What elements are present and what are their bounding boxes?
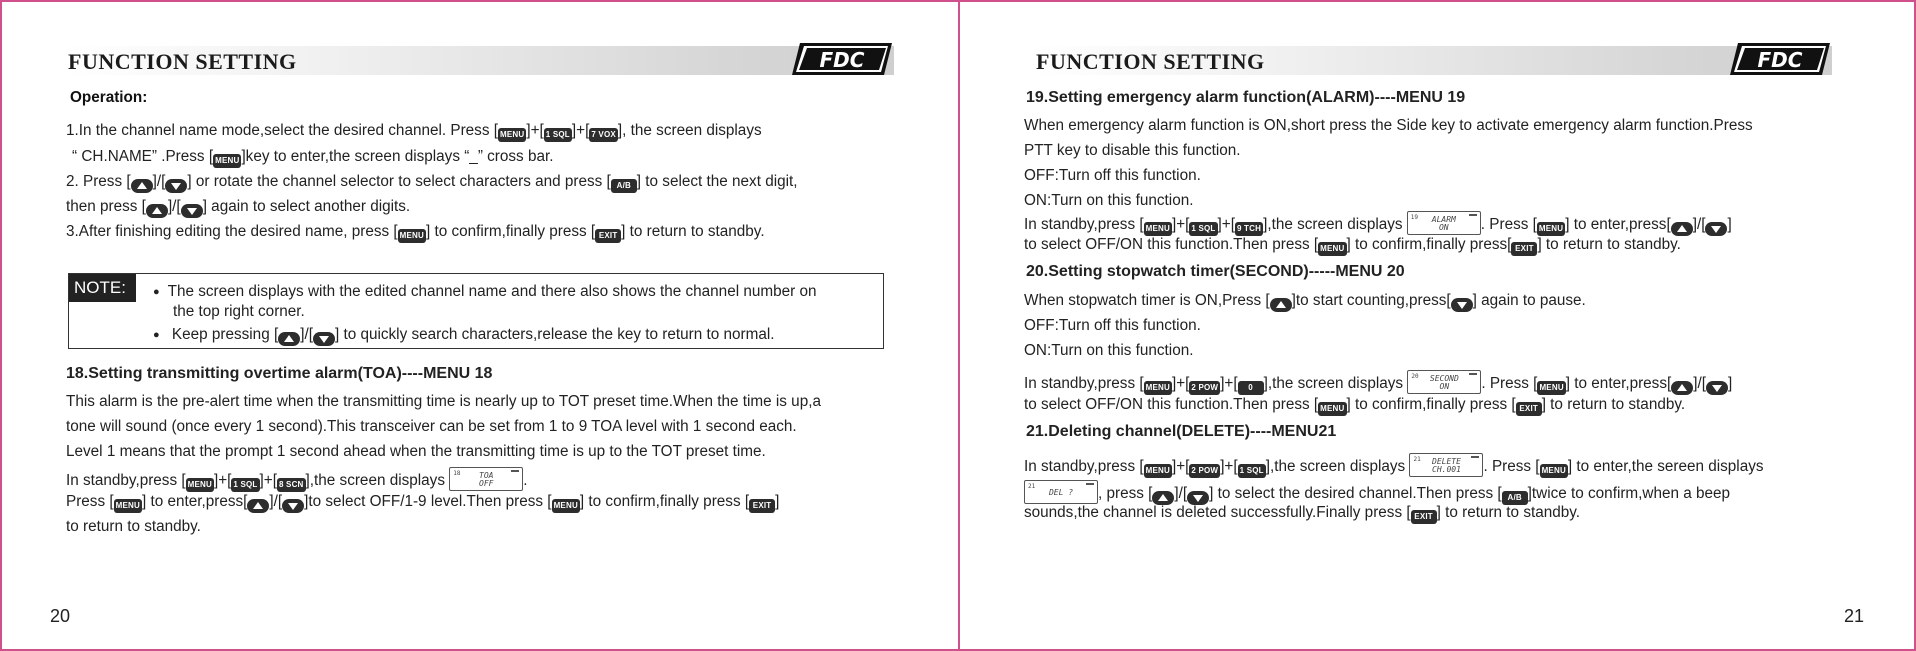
exit-key: EXIT bbox=[749, 499, 775, 513]
lcd-delete: 21 DELETE CH.001 bbox=[1409, 453, 1483, 477]
operation-label: Operation: bbox=[70, 89, 148, 106]
arrow-up-icon bbox=[131, 179, 153, 193]
ab-key: A/B bbox=[1502, 491, 1528, 505]
ab-key: A/B bbox=[611, 179, 637, 193]
operation-line-4: then press [ ]/[ ] again to select another digits. bbox=[66, 197, 410, 218]
menu-key: MENU bbox=[1318, 402, 1346, 416]
menu-key: MENU bbox=[213, 154, 241, 168]
menu-key: MENU bbox=[398, 229, 426, 243]
arrow-down-icon bbox=[313, 332, 335, 346]
menu-key: MENU bbox=[552, 499, 580, 513]
s20-paragraph-1: When stopwatch timer is ON,Press [ ]to start counting,press[ ] again to pause. bbox=[1024, 291, 1586, 312]
key-0: 0 bbox=[1238, 381, 1264, 395]
key-8-scn: 8 SCN bbox=[277, 478, 306, 492]
menu-key: MENU bbox=[1537, 222, 1565, 236]
key-1-sql: 1 SQL bbox=[544, 128, 572, 142]
arrow-up-icon bbox=[1671, 381, 1693, 395]
arrow-down-icon bbox=[165, 179, 187, 193]
operation-line-2: “ CH.NAME” .Press [ MENU ]key to enter,the screen displays “_” cross bar. bbox=[72, 147, 553, 168]
note-box bbox=[68, 273, 884, 349]
s21-paragraph-1: In standby,press [ MENU ]+[ 2 POW ]+[ 1 SQL ],the screen displays 21 DELETE CH.001 . Press [ MENU ] to enter,the sereen displays bbox=[1024, 453, 1764, 478]
s19-paragraph-4: ON:Turn on this function. bbox=[1024, 192, 1194, 209]
lcd-second: 20 SECOND ON bbox=[1407, 370, 1481, 394]
svg-text:FDC: FDC bbox=[819, 48, 865, 72]
arrow-down-icon bbox=[1706, 381, 1728, 395]
s20-paragraph-2: OFF:Turn off this function. bbox=[1024, 317, 1201, 334]
s19-paragraph-6: to select OFF/ON this function.Then press [ MENU ] to confirm,finally press[ EXIT ] to return to standby. bbox=[1024, 235, 1681, 256]
section-19-title: 19.Setting emergency alarm function(ALARM)----MENU 19 bbox=[1026, 89, 1466, 106]
s19-paragraph-1: When emergency alarm function is ON,short press the Side key to activate emergency alarm function.Press bbox=[1024, 117, 1753, 134]
s18-paragraph-3: Level 1 means that the prompt 1 second ahead when the transmitting time is up to the TOT preset time. bbox=[66, 443, 766, 460]
lcd-toa: 18 TOA OFF bbox=[449, 467, 523, 491]
menu-key: MENU bbox=[186, 478, 214, 492]
key-1-sql: 1 SQL bbox=[231, 478, 259, 492]
operation-line-1: 1.In the channel name mode,select the desired channel. Press [ MENU ]+[ 1 SQL ]+[ 7 VOX ], the screen displays bbox=[66, 121, 762, 142]
s18-paragraph-5: Press [ MENU ] to enter,press[ ]/[ ]to select OFF/1-9 level.Then press [ MENU ] to confirm,finally press [ EXIT ] bbox=[66, 492, 779, 513]
key-1-sql: 1 SQL bbox=[1189, 222, 1217, 236]
arrow-down-icon bbox=[1451, 298, 1473, 312]
key-2-pow: 2 POW bbox=[1189, 464, 1220, 478]
note-label: NOTE: bbox=[69, 274, 136, 302]
note-bullet-2: ● Keep pressing [ ]/[ ] to quickly search characters,release the key to return to normal. bbox=[153, 325, 775, 346]
menu-key: MENU bbox=[1540, 464, 1568, 478]
menu-key: MENU bbox=[498, 128, 526, 142]
fdc-logo-icon bbox=[792, 43, 892, 75]
key-1-sql: 1 SQL bbox=[1238, 464, 1266, 478]
s18-paragraph-2: tone will sound (once every 1 second).This transceiver can be set from 1 to 9 TOA level with 1 second each. bbox=[66, 418, 797, 435]
s21-paragraph-3: sounds,the channel is deleted successfully.Finally press [ EXIT ] to return to standby. bbox=[1024, 503, 1580, 524]
operation-line-3: 2. Press [ ]/[ ] or rotate the channel selector to select characters and press [ A/B ] to select the next digit, bbox=[66, 172, 798, 193]
lcd-alarm: 19 ALARM ON bbox=[1407, 211, 1481, 235]
menu-key: MENU bbox=[114, 499, 142, 513]
right-page bbox=[958, 0, 1916, 651]
arrow-up-icon bbox=[1270, 298, 1292, 312]
key-7-vox: 7 VOX bbox=[589, 128, 618, 142]
section-20-title: 20.Setting stopwatch timer(SECOND)-----MENU 20 bbox=[1026, 263, 1405, 280]
exit-key: EXIT bbox=[1511, 242, 1537, 256]
menu-key: MENU bbox=[1144, 222, 1172, 236]
lcd-del-confirm: 21 DEL ? bbox=[1024, 480, 1098, 504]
exit-key: EXIT bbox=[595, 229, 621, 243]
arrow-down-icon bbox=[181, 204, 203, 218]
s20-paragraph-5: to select OFF/ON this function.Then press [ MENU ] to confirm,finally press [ EXIT ] to return to standby. bbox=[1024, 395, 1685, 416]
s21-paragraph-2: 21 DEL ? , press [ ]/[ ] to select the desired channel.Then press [ A/B ]twice to confirm,when a beep bbox=[1024, 480, 1730, 505]
arrow-down-icon bbox=[282, 499, 304, 513]
page-header bbox=[1032, 46, 1832, 75]
key-2-pow: 2 POW bbox=[1189, 381, 1220, 395]
s18-paragraph-1: This alarm is the pre-alert time when the transmitting time is nearly up to TOT preset time.When the time is up,a bbox=[66, 393, 821, 410]
arrow-up-icon bbox=[247, 499, 269, 513]
svg-text:FDC: FDC bbox=[1757, 48, 1803, 72]
header-title: FUNCTION SETTING bbox=[1036, 49, 1265, 74]
arrow-down-icon bbox=[1705, 222, 1727, 236]
menu-key: MENU bbox=[1144, 381, 1172, 395]
s18-paragraph-6: to return to standby. bbox=[66, 518, 201, 535]
s20-paragraph-4: In standby,press [ MENU ]+[ 2 POW ]+[ 0 ],the screen displays 20 SECOND ON . Press [ MENU ] to enter,press[ ]/[ ] bbox=[1024, 370, 1732, 395]
s18-paragraph-4: In standby,press [ MENU ]+[ 1 SQL ]+[ 8 SCN ],the screen displays 18 TOA OFF . bbox=[66, 467, 527, 492]
menu-key: MENU bbox=[1537, 381, 1565, 395]
arrow-up-icon bbox=[146, 204, 168, 218]
section-21-title: 21.Deleting channel(DELETE)----MENU21 bbox=[1026, 423, 1337, 440]
s19-paragraph-2: PTT key to disable this function. bbox=[1024, 142, 1241, 159]
fdc-logo-icon bbox=[1730, 43, 1830, 75]
note-bullet-1-cont: the top right corner. bbox=[173, 303, 305, 320]
operation-line-5: 3.After finishing editing the desired name, press [ MENU ] to confirm,finally press [ EXIT ] to return to standby. bbox=[66, 222, 765, 243]
s19-paragraph-3: OFF:Turn off this function. bbox=[1024, 167, 1201, 184]
s20-paragraph-3: ON:Turn on this function. bbox=[1024, 342, 1194, 359]
page-number: 20 bbox=[50, 606, 71, 626]
menu-key: MENU bbox=[1144, 464, 1172, 478]
s19-paragraph-5: In standby,press [ MENU ]+[ 1 SQL ]+[ 9 TCH ],the screen displays 19 ALARM ON . Press [ MENU ] to enter,press[ ]/[ ] bbox=[1024, 211, 1732, 236]
exit-key: EXIT bbox=[1516, 402, 1542, 416]
page-number: 21 bbox=[1844, 606, 1865, 626]
note-bullet-1: ● The screen displays with the edited channel name and there also shows the channel number on bbox=[153, 282, 816, 302]
section-18-title: 18.Setting transmitting overtime alarm(TOA)----MENU 18 bbox=[66, 365, 493, 382]
exit-key: EXIT bbox=[1411, 510, 1437, 524]
arrow-up-icon bbox=[1671, 222, 1693, 236]
header-title: FUNCTION SETTING bbox=[68, 49, 297, 74]
page-header bbox=[64, 46, 894, 75]
arrow-up-icon bbox=[278, 332, 300, 346]
menu-key: MENU bbox=[1318, 242, 1346, 256]
key-9-tch: 9 TCH bbox=[1235, 222, 1263, 236]
